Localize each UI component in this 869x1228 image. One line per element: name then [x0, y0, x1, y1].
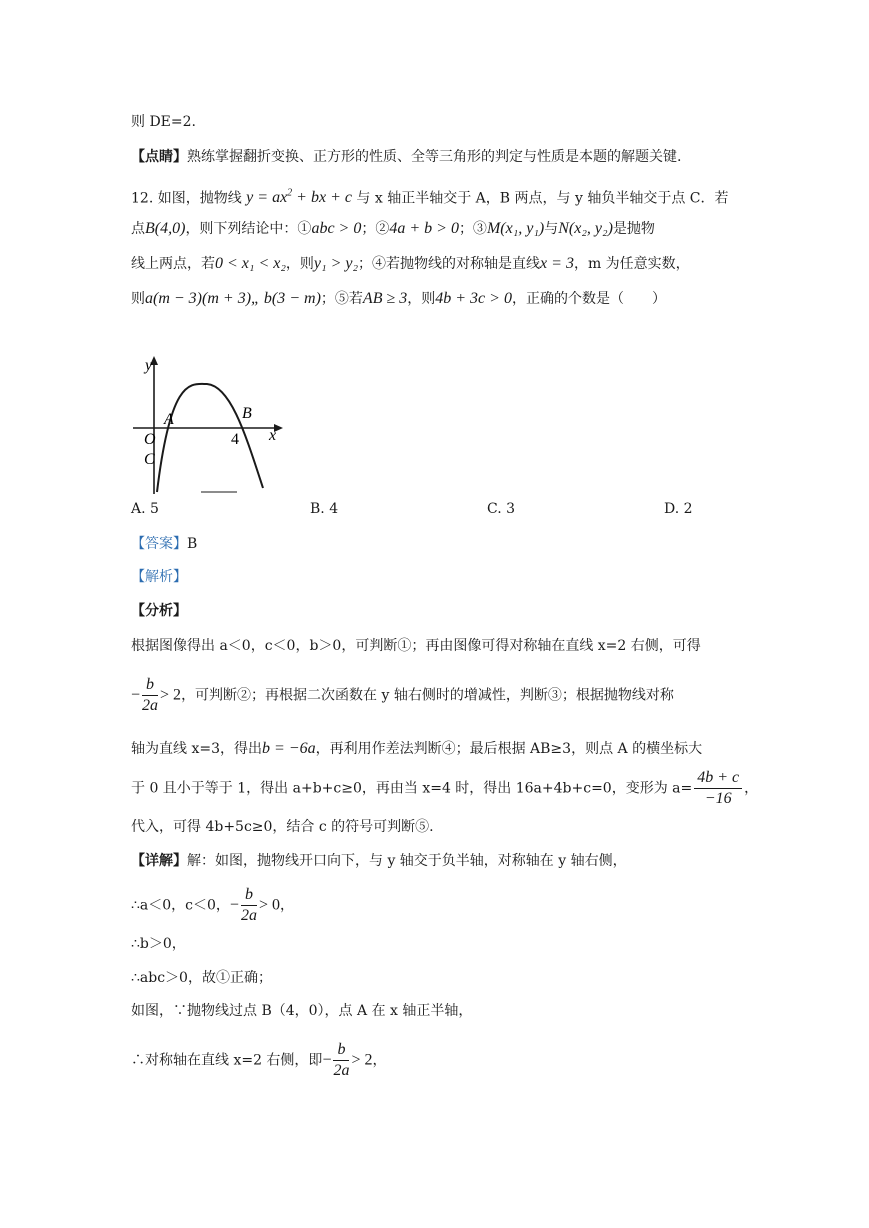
fenxi-line-3 — [131, 738, 702, 760]
fraction-b-2a: $\frac{b}{2a}$ — [240, 886, 257, 924]
dianjing-line — [131, 146, 681, 168]
gt-two: > 2 — [160, 686, 182, 704]
detail-text: 解：如图，抛物线开口向下，与 y 轴交于负半轴，对称轴在 y 轴右侧， — [187, 853, 627, 869]
q12-text: ；② — [361, 221, 390, 237]
fenxi-text: ，可判断②；再根据二次函数在 y 轴右侧时的增减性，判断③；根据抛物线对称 — [181, 687, 674, 704]
option-d: D. 2 — [664, 501, 693, 517]
q12-text: 与 — [544, 221, 559, 237]
figure-label-x: x — [269, 427, 277, 444]
q12-text: ，则 — [285, 256, 314, 272]
fenxi-text: 于 0 且小于等于 1，得出 a+b+c≥0，再由当 x=4 时，得出 16a+4b+c=0，变形为 a= — [131, 780, 693, 797]
detail-text: ， — [279, 897, 294, 914]
detail-line-1 — [131, 850, 627, 872]
conclusion-1: abc > 0 — [311, 220, 362, 237]
ab-condition: AB ≥ 3 — [362, 290, 408, 307]
text-line: 则 DE=2. — [131, 114, 196, 130]
detail-line-5: 如图，∵抛物线过点 B（4，0），点 A 在 x 轴正半轴， — [131, 1003, 473, 1019]
parabola-curve — [157, 384, 263, 492]
figure-label-a: A — [164, 411, 174, 428]
fenxi-text: 轴为直线 x=3，得出 — [131, 741, 262, 757]
fenxi-text: ， — [744, 780, 759, 797]
conclusion-5: 4b + 3c > 0 — [435, 290, 512, 307]
parabola-equation: $y = ax^2$ + bx + c — [246, 188, 352, 207]
x1-x2-condition: 0 < x₁ < x₂ — [215, 255, 286, 272]
detail-line-3: ∴b＞0， — [131, 936, 186, 952]
analysis-tag: 【解析】 — [131, 569, 187, 585]
fenxi-line-2 — [131, 675, 674, 716]
question-12-line-4 — [131, 288, 666, 310]
q12-text: 则 — [131, 291, 145, 307]
parabola-figure — [131, 356, 291, 496]
fenxi-line-5: 代入，可得 4b+5c≥0，结合 c 的符号可判断⑤. — [131, 819, 434, 835]
option-c: C. 3 — [487, 501, 516, 517]
figure-label-b: B — [242, 405, 252, 422]
point-m: M(x₁, y₁) — [486, 220, 545, 237]
q12-text: ，m 为任意实数， — [573, 256, 690, 272]
point-b: B(4,0) — [145, 220, 186, 237]
figure-label-y: y — [145, 357, 153, 374]
fenxi-text: ，再利用作差法判断④；最后根据 AB≥3，则点 A 的横坐标大 — [315, 741, 703, 757]
fraction-b-2a: $\frac{b}{2a}$ — [142, 676, 159, 714]
gt-two: > 2 — [351, 1051, 373, 1069]
figure-label-o: O — [144, 431, 156, 448]
detail-tag: 【详解】 — [131, 853, 187, 869]
neg-sign: − — [131, 686, 141, 704]
gt-zero: > 0 — [258, 896, 280, 914]
axis-x3: x = 3 — [540, 255, 574, 272]
answer-value: B — [187, 536, 198, 552]
q12-text: ；③ — [458, 221, 487, 237]
q12-text: ，则下列结论中：① — [185, 221, 312, 237]
answer-tag: 【答案】 — [131, 536, 187, 552]
fenxi-tag: 【分析】 — [131, 603, 187, 619]
detail-line-6 — [131, 1040, 387, 1081]
y1-y2-condition: y₁ > y₂ — [313, 255, 359, 272]
q12-text: ，正确的个数是（ ） — [511, 291, 666, 307]
q12-text: 线上两点，若 — [131, 256, 215, 272]
question-12-line-3 — [131, 253, 690, 275]
q12-text: ，则 — [407, 291, 436, 307]
figure-label-c: C — [144, 451, 155, 468]
fenxi-line-1: 根据图像得出 a＜0，c＜0，b＞0，可判断①；再由图像可得对称轴在直线 x=2 右侧，可得 — [131, 638, 701, 654]
fraction-4bc-neg16: $\frac{4b + c}{-16}$ — [694, 768, 742, 809]
neg-sign: − — [229, 896, 239, 914]
fraction-b-2a: $\frac{b}{2a}$ — [333, 1041, 350, 1079]
question-12-line-2 — [131, 218, 655, 240]
detail-text: ， — [372, 1052, 387, 1069]
detail-line-2 — [131, 885, 294, 926]
q12-text: 12. 如图，抛物线 — [131, 190, 242, 207]
question-12-line-1 — [131, 183, 729, 209]
b-equals-neg6a: b = −6a — [261, 740, 316, 757]
detail-text: ∴对称轴在直线 x=2 右侧，即 — [131, 1052, 323, 1069]
dianjing-text: 熟练掌握翻折变换、正方形的性质、全等三角形的判定与性质是本题的解题关键. — [187, 149, 682, 165]
q12-text: 与 x 轴正半轴交于 A，B 两点，与 y 轴负半轴交于点 C．若 — [356, 190, 729, 207]
dianjing-tag: 【点睛】 — [131, 149, 187, 165]
option-a: A. 5 — [131, 501, 159, 517]
conclusion-4: a(m − 3)(m + 3)„ b(3 − m) — [145, 290, 321, 307]
point-n: N(x₂, y₂) — [558, 220, 613, 237]
q12-text: ；⑤若 — [320, 291, 363, 307]
q12-text: ；④若抛物线的对称轴是直线 — [358, 256, 541, 272]
figure-label-4: 4 — [231, 431, 239, 448]
option-b: B. 4 — [310, 501, 339, 517]
conclusion-2: 4a + b > 0 — [389, 220, 459, 237]
neg-sign: − — [322, 1051, 332, 1069]
detail-text: ∴a＜0，c＜0， — [131, 897, 230, 914]
q12-text: 点 — [131, 221, 145, 237]
fenxi-line-4 — [131, 768, 758, 809]
answer-line — [131, 533, 197, 555]
detail-line-4: ∴abc＞0，故①正确； — [131, 970, 272, 986]
q12-text: 是抛物 — [612, 221, 655, 237]
